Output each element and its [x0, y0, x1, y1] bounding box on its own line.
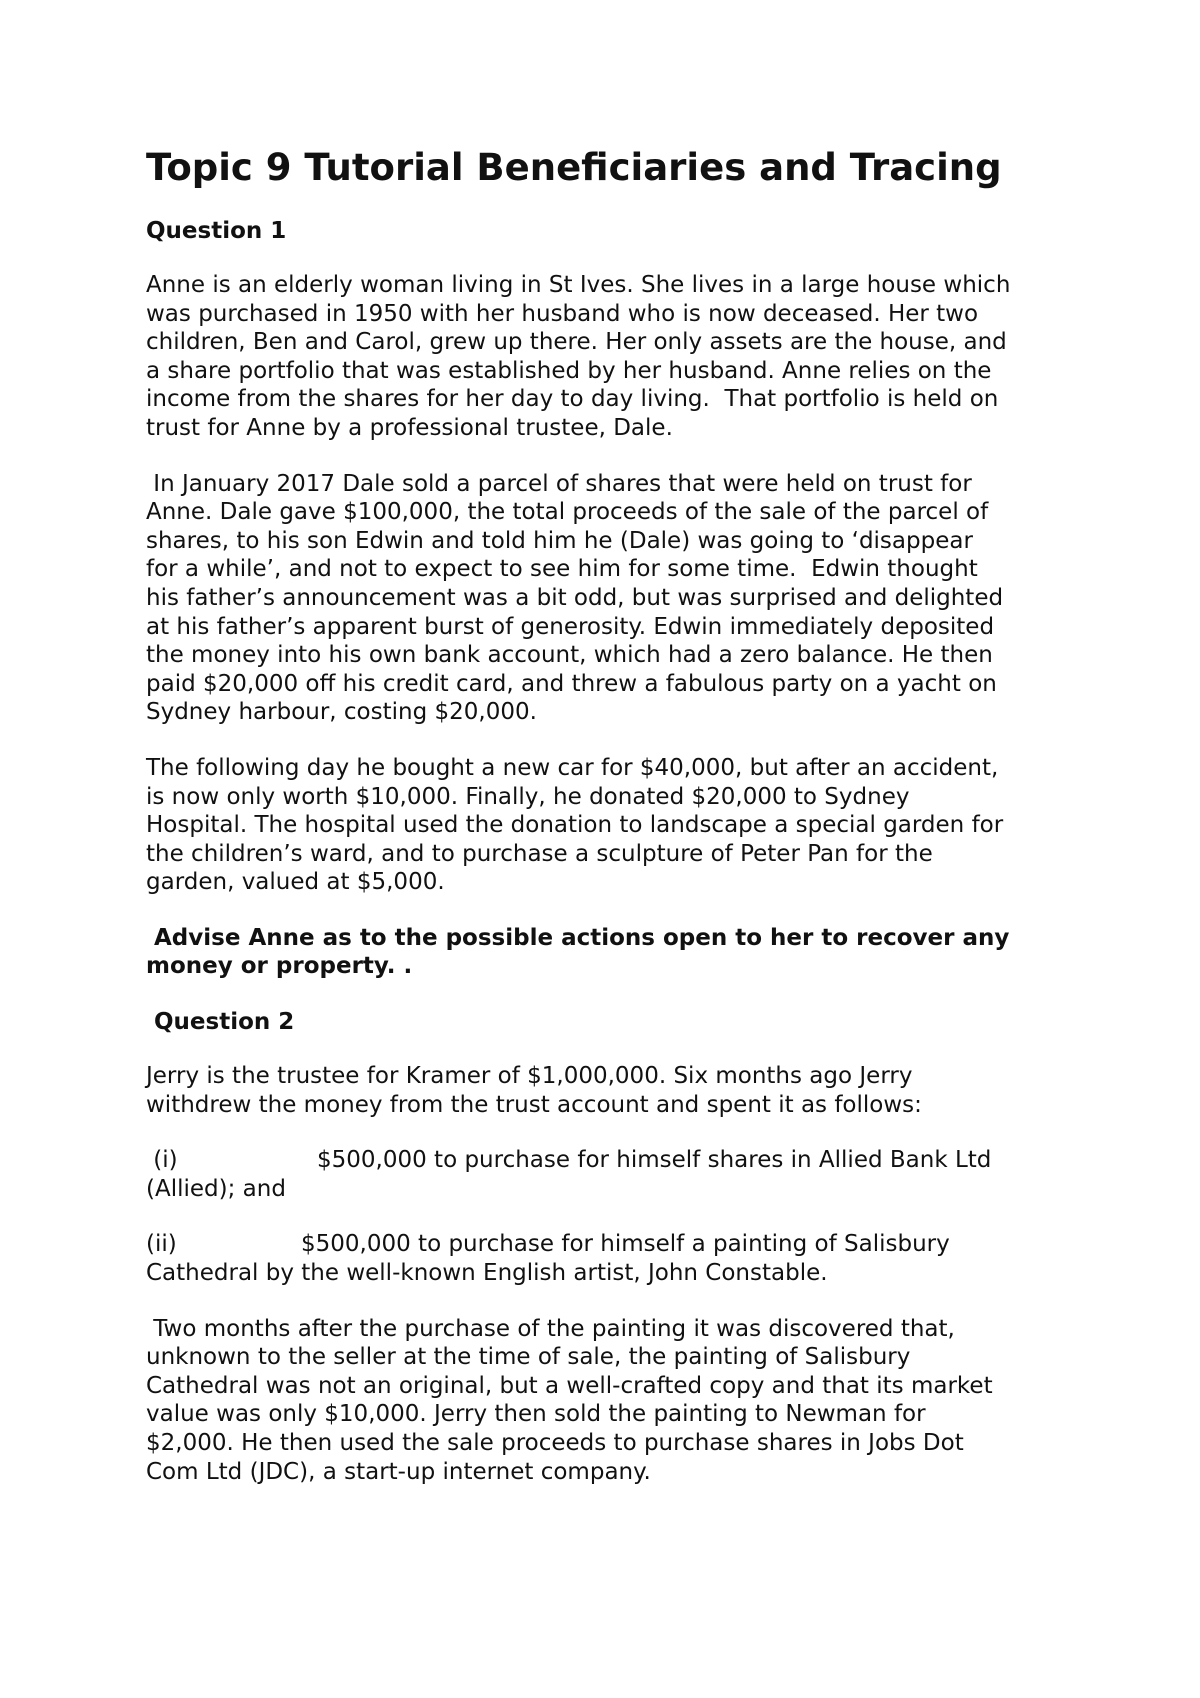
text-line: Anne. Dale gave $100,000, the total proceeds of the sale of the parcel of	[146, 499, 989, 526]
item-number: (ii)	[146, 1231, 177, 1258]
text-line: unknown to the seller at the time of sale, the painting of Salisbury	[146, 1344, 911, 1371]
text-line: paid $20,000 off his credit card, and threw a fabulous party on a yacht on	[146, 670, 997, 697]
item-text: $500,000 to purchase for himself shares in Allied Bank Ltd	[317, 1147, 992, 1174]
text-line: is now only worth $10,000. Finally, he donated $20,000 to Sydney	[146, 783, 910, 810]
text-line: trust for Anne by a professional trustee, Dale.	[146, 414, 673, 441]
text-line	[146, 1146, 1076, 1175]
question-1-paragraph-1	[146, 271, 1076, 443]
text-line: garden, valued at $5,000.	[146, 869, 445, 896]
text-line: Jerry is the trustee for Kramer of $1,000,000. Six months ago Jerry	[146, 1063, 913, 1090]
text-line: Cathedral by the well-known English artist, John Constable.	[146, 1260, 828, 1287]
text-line: the children’s ward, and to purchase a sculpture of Peter Pan for the	[146, 840, 933, 867]
text-line	[146, 1230, 1076, 1259]
text-line: his father’s announcement was a bit odd, but was surprised and delighted	[146, 584, 1004, 611]
text-line: money or property. .	[146, 953, 413, 980]
document-body	[146, 141, 1076, 1513]
text-line: (Allied); and	[146, 1175, 286, 1202]
text-line: value was only $10,000. Jerry then sold the painting to Newman for	[146, 1401, 926, 1428]
text-line: for a while’, and not to expect to see him for some time. Edwin thought	[146, 556, 978, 583]
text-line: Com Ltd (JDC), a start-up internet company.	[146, 1458, 651, 1485]
item-number: (i)	[146, 1147, 178, 1174]
text-line: was purchased in 1950 with her husband who is now deceased. Her two	[146, 300, 979, 327]
text-line: a share portfolio that was established by her husband. Anne relies on the	[146, 357, 992, 384]
text-line: children, Ben and Carol, grew up there. Her only assets are the house, and	[146, 329, 1007, 356]
item-text: $500,000 to purchase for himself a painting of Salisbury	[301, 1231, 950, 1258]
question-1-paragraph-3	[146, 754, 1076, 897]
question-2-item-1	[146, 1146, 1076, 1203]
question-2-item-2	[146, 1230, 1076, 1287]
document-title: Topic 9 Tutorial Beneficiaries and Tracing	[146, 146, 1002, 189]
text-line: Advise Anne as to the possible actions open to her to recover any	[146, 924, 1010, 951]
text-line: $2,000. He then used the sale proceeds to purchase shares in Jobs Dot	[146, 1430, 964, 1456]
text-line: In January 2017 Dale sold a parcel of shares that were held on trust for	[146, 470, 972, 497]
text-line: withdrew the money from the trust account and spent it as follows:	[146, 1091, 922, 1118]
question-1-paragraph-2	[146, 470, 1076, 727]
text-line: shares, to his son Edwin and told him he (Dale) was going to ‘disappear	[146, 527, 973, 554]
text-line: income from the shares for her day to day living. That portfolio is held on	[146, 386, 999, 413]
question-1-instruction	[146, 924, 1076, 981]
text-line: at his father’s apparent burst of generosity. Edwin immediately deposited	[146, 613, 995, 640]
text-line: Cathedral was not an original, but a well-crafted copy and that its market	[146, 1372, 993, 1399]
question-2-paragraph-2	[146, 1315, 1076, 1487]
question-2-paragraph-1	[146, 1062, 1076, 1119]
question-1-heading: Question 1	[146, 218, 287, 244]
text-line: the money into his own bank account, which had a zero balance. He then	[146, 642, 993, 669]
text-line: The following day he bought a new car for $40,000, but after an accident,	[146, 754, 999, 781]
text-line: Sydney harbour, costing $20,000.	[146, 699, 537, 726]
question-2-heading: Question 2	[146, 1009, 295, 1036]
text-line: Hospital. The hospital used the donation to landscape a special garden for	[146, 812, 1004, 839]
text-line: Two months after the purchase of the painting it was discovered that,	[146, 1315, 955, 1342]
text-line: Anne is an elderly woman living in St Ives. She lives in a large house which	[146, 272, 1011, 298]
